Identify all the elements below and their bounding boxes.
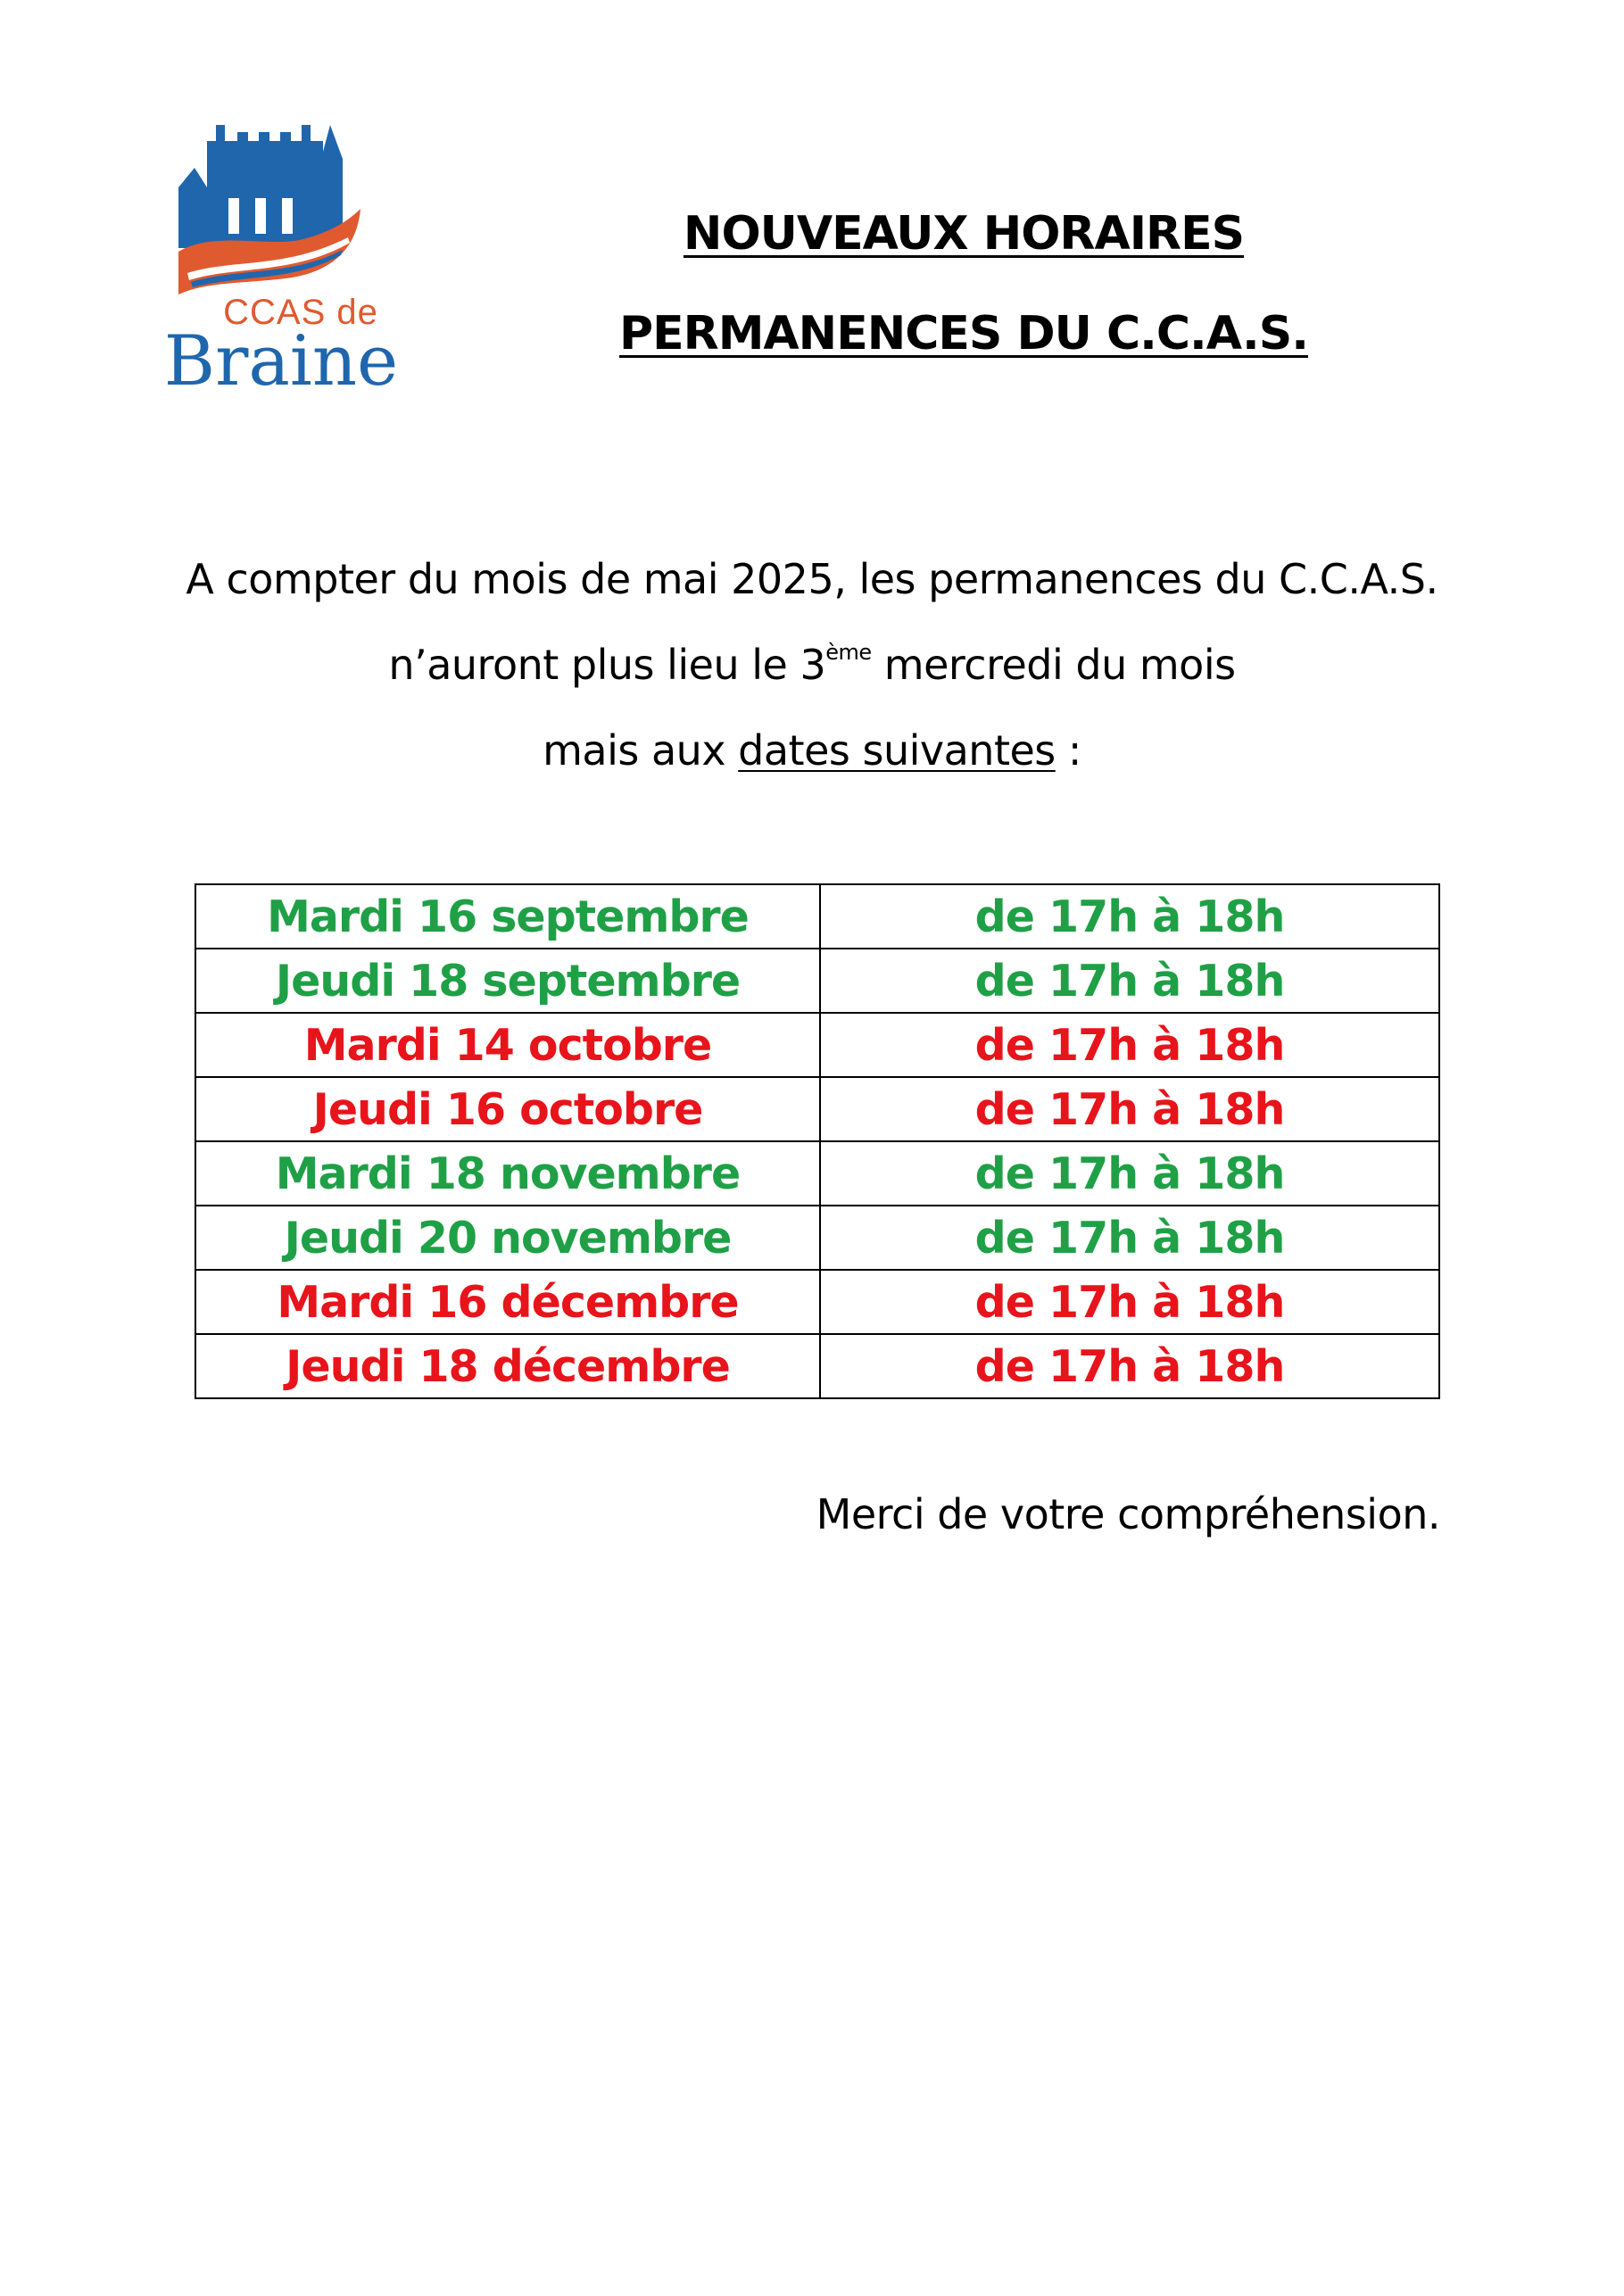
- schedule-date-cell: Jeudi 16 octobre: [195, 1077, 820, 1141]
- logo-text-ccas: CCAS de: [223, 293, 378, 332]
- page-title: NOUVEAUX HORAIRES: [683, 207, 1245, 261]
- intro-line-2-start: n’auront plus lieu le 3: [388, 641, 826, 689]
- schedule-date-cell: Mardi 16 septembre: [195, 884, 820, 949]
- ccas-braine-logo: [152, 116, 410, 410]
- schedule-hours-cell: de 17h à 18h: [820, 1270, 1439, 1334]
- schedule-date-cell: Jeudi 20 novembre: [195, 1206, 820, 1270]
- schedule-date-cell: Jeudi 18 septembre: [195, 949, 820, 1013]
- schedule-hours-cell: de 17h à 18h: [820, 949, 1439, 1013]
- intro-line-3-underlined: dates suivantes: [738, 726, 1056, 775]
- table-row: [195, 1077, 1439, 1141]
- table-row: [195, 1013, 1439, 1077]
- schedule-date-cell: Mardi 16 décembre: [195, 1270, 820, 1334]
- schedule-hours-cell: de 17h à 18h: [820, 884, 1439, 949]
- intro-line-2-end: mercredi du mois: [871, 641, 1236, 689]
- schedule-hours-cell: de 17h à 18h: [820, 1334, 1439, 1398]
- schedule-date-cell: Jeudi 18 décembre: [195, 1334, 820, 1398]
- intro-line-3-start: mais aux: [543, 726, 739, 775]
- intro-line-3: [107, 726, 1517, 775]
- schedule-date-cell: Mardi 18 novembre: [195, 1141, 820, 1206]
- logo-text-braine: Braine: [163, 321, 399, 402]
- schedule-date-cell: Mardi 14 octobre: [195, 1013, 820, 1077]
- table-row: [195, 1141, 1439, 1206]
- castle-wave-logo-icon: [152, 116, 410, 294]
- ordinal-suffix: ème: [825, 640, 872, 665]
- intro-line-1: A compter du mois de mai 2025, les permanences du C.C.A.S.: [186, 555, 1438, 603]
- schedule-hours-cell: de 17h à 18h: [820, 1013, 1439, 1077]
- table-row: [195, 1270, 1439, 1334]
- table-row: [195, 884, 1439, 949]
- schedule-hours-cell: de 17h à 18h: [820, 1077, 1439, 1141]
- schedule-table: [195, 883, 1440, 1399]
- table-row: [195, 949, 1439, 1013]
- intro-line-2: [107, 641, 1517, 689]
- schedule-hours-cell: de 17h à 18h: [820, 1206, 1439, 1270]
- schedule-hours-cell: de 17h à 18h: [820, 1141, 1439, 1206]
- closing-text: Merci de votre compréhension.: [816, 1490, 1440, 1538]
- intro-line-3-end: :: [1055, 726, 1081, 775]
- table-row: [195, 1334, 1439, 1398]
- table-row: [195, 1206, 1439, 1270]
- page-subtitle: PERMANENCES DU C.C.A.S.: [619, 307, 1308, 361]
